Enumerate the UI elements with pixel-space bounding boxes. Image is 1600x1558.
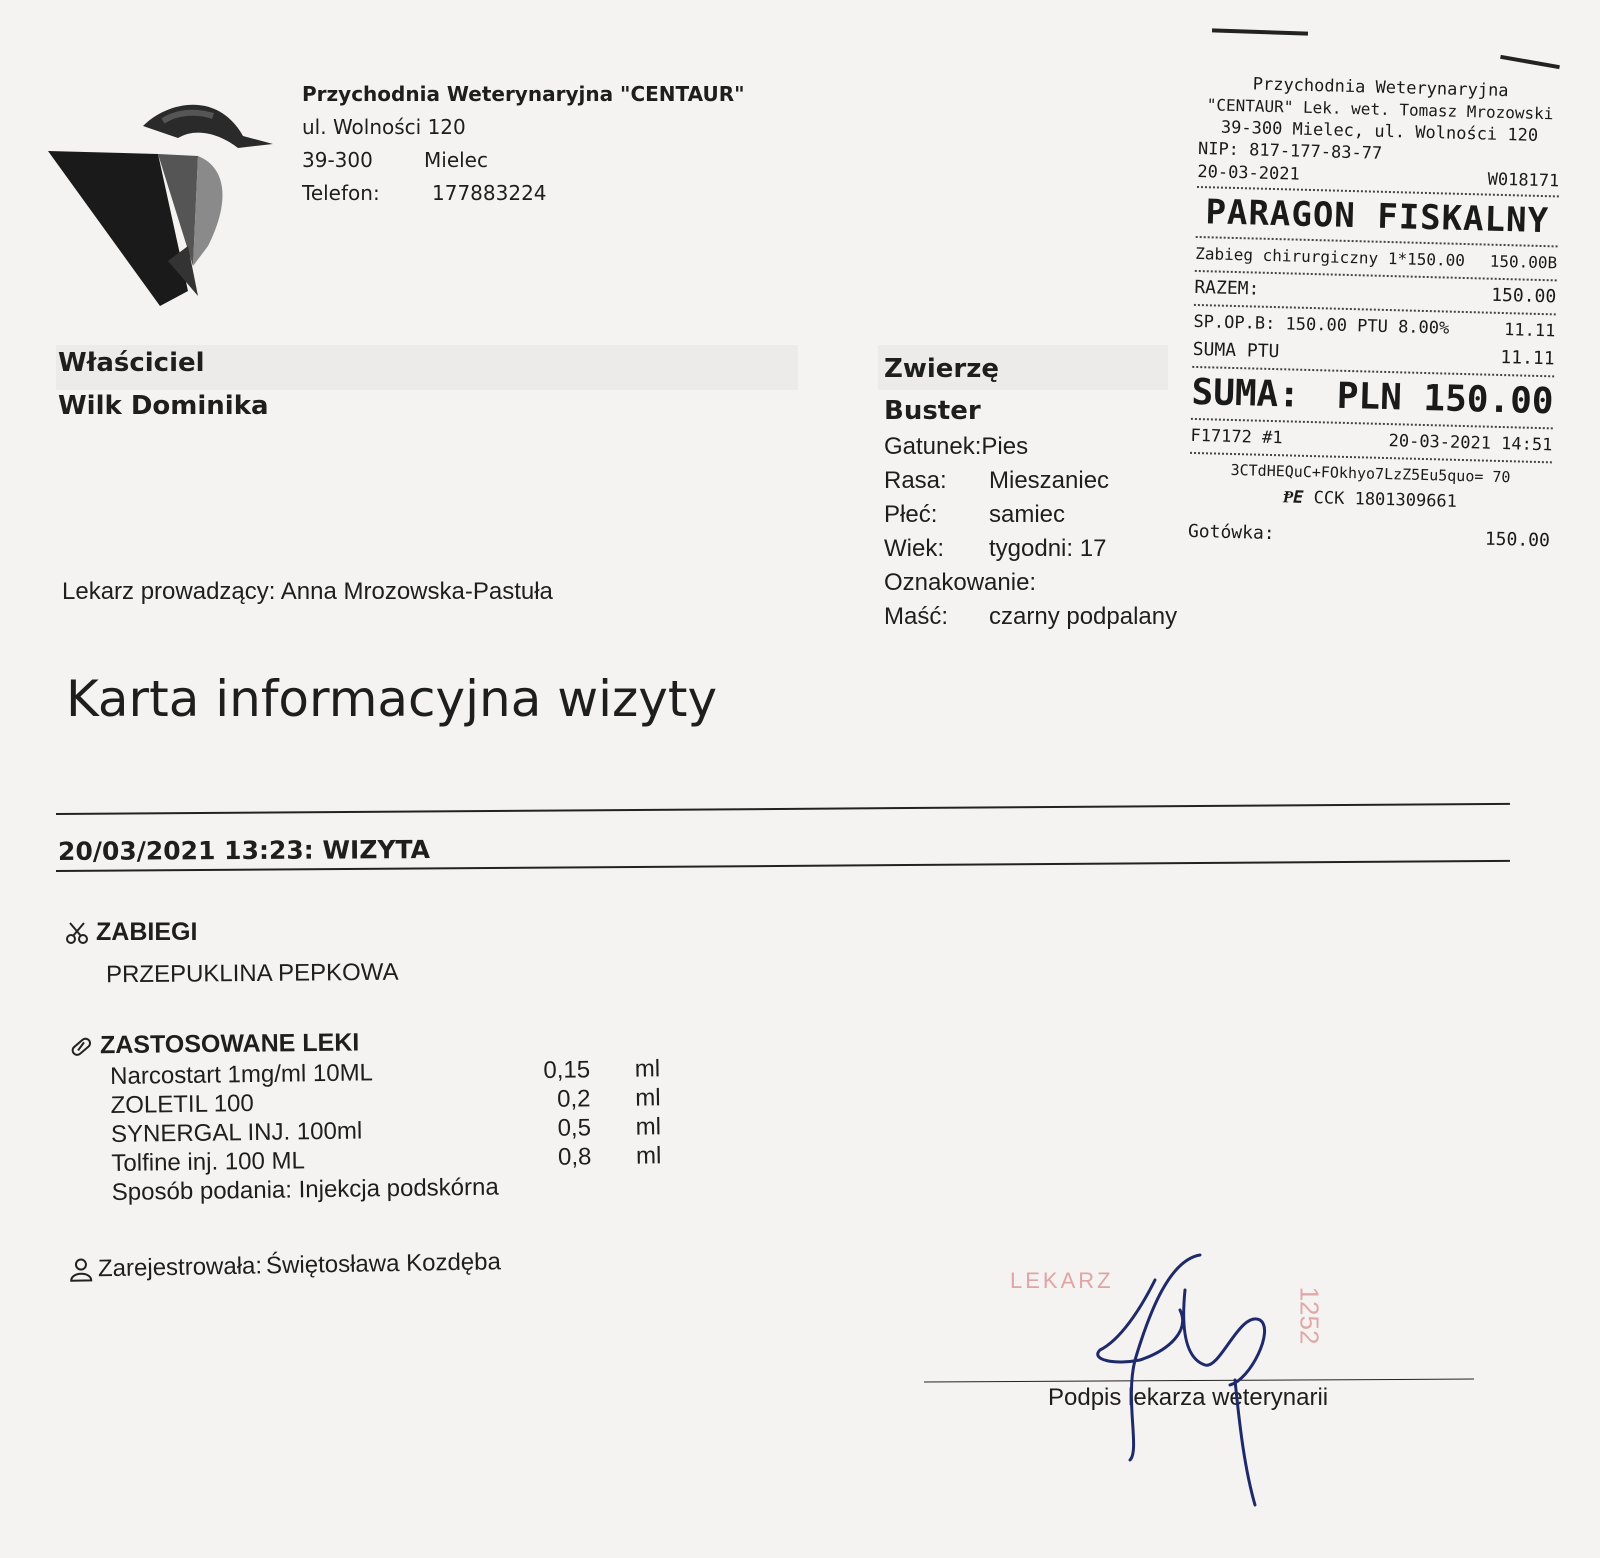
drug-name: ZOLETIL 100 [110,1089,254,1119]
receipt-number: W018171 [1487,169,1560,192]
procedures-label: ZABIEGI [96,918,198,946]
drug-name: SYNERGAL INJ. 100ml [110,1117,363,1148]
receipt-top-mark [1212,28,1308,35]
fiscal-logo-icon: ⱣE [1282,487,1304,508]
drugs-label: ZASTOSOWANE LEKI [99,1028,360,1060]
receipt-razem-label: RAZEM: [1194,276,1260,300]
drugs-table [110,1054,662,1207]
field-key: Rasa: [884,467,947,494]
drug-unit: ml [634,1055,661,1083]
receipt-cck: CCK 1801309661 [1313,488,1458,512]
animal-row-sex [884,498,1177,532]
registered-label: Zarejestrowała: [97,1252,263,1283]
field-value: Mieszaniec [989,467,1110,494]
clinic-phone-label: Telefon: [302,181,380,205]
owner-name: Wilk Dominika [58,391,269,421]
drug-qty: 0,15 [543,1056,591,1084]
field-key: Gatunek: [884,433,982,460]
receipt-date: 20-03-2021 [1197,161,1300,185]
field-value: Pies [981,433,1029,460]
stamp-text: LEKARZ [1010,1268,1114,1293]
owner-label: Właściciel [58,348,205,378]
animal-name: Buster [884,396,981,426]
drug-name: Tolfine inj. 100 ML [111,1147,306,1177]
receipt-razem-value: 150.00 [1490,284,1557,308]
doctor-signature [1060,1250,1290,1510]
drug-unit: ml [635,1142,662,1170]
receipt-header-3: 39-300 Mielec, ul. Wolności 120 [1220,117,1539,146]
clinic-phone: 177883224 [432,181,547,205]
pill-icon [68,1033,94,1059]
stamp-number: 1252 [1294,1286,1325,1345]
receipt-item-name: Zabieg chirurgiczny 1*150.00 [1195,243,1466,270]
clinic-name: Przychodnia Weterynaryjna "CENTAUR" [302,82,745,106]
field-value: tygodni: 17 [989,535,1107,562]
receipt-footer-datetime: 20-03-2021 14:51 [1388,431,1553,456]
animal-label: Zwierzę [884,354,1000,384]
animal-row-species [884,430,1177,464]
registered-by: Świętosława Kozdęba [265,1248,502,1280]
field-key: Wiek: [884,535,944,562]
clinic-street: ul. Wolności 120 [302,115,466,139]
receipt-tax-value: 11.11 [1503,320,1556,342]
procedure-item: PRZEPUKLINA PEPKOWA [105,958,399,989]
receipt-suma-ptu-value: 11.11 [1500,346,1555,370]
field-value: samiec [989,501,1066,528]
drug-qty: 0,8 [557,1143,592,1171]
receipt-tax-label: SP.OP.B: 150.00 PTU 8.00% [1193,311,1450,339]
clinic-postal-code: 39-300 [302,148,373,172]
animal-row-age [884,532,1177,566]
clinic-city: Mielec [424,148,488,172]
animal-row-breed [884,464,1177,498]
clinic-logo [48,96,278,311]
receipt-suma-ptu-label: SUMA PTU [1192,338,1280,363]
receipt-nip: NIP: 817-177-83-77 [1197,138,1383,164]
receipt-footer-id: F17172 #1 [1190,425,1283,449]
drug-route: Sposób podania: Injekcja podskórna [111,1173,499,1206]
drug-qty: 0,2 [557,1085,591,1113]
receipt-cash-label: Gotówka: [1187,520,1275,545]
rule-top [56,803,1510,815]
visit-header: 20/03/2021 13:23: WIZYTA [57,835,431,866]
receipt-title: PARAGON FISKALNY [1205,192,1550,242]
drug-qty: 0,5 [557,1114,592,1142]
receipt-hash: 3CTdHEQuC+FOkhyo7LzZ5Eu5quo= 70 [1230,460,1511,487]
user-icon [68,1256,94,1282]
drug-unit: ml [635,1113,662,1141]
drug-unit: ml [635,1084,661,1112]
receipt-header-2: "CENTAUR" Lek. wet. Tomasz Mrozowski [1206,95,1554,124]
receipt-cash-value: 150.00 [1484,528,1551,552]
scissors-icon [64,920,90,946]
drug-name: Narcostart 1mg/ml 10ML [110,1059,374,1090]
doctor-label: Lekarz prowadzący: [62,578,276,605]
animal-row-marking [884,566,1177,600]
receipt-header-1: Przychodnia Weterynaryjna [1252,74,1509,102]
animal-details [884,430,1177,634]
field-key: Maść: [884,603,949,630]
field-key: Oznakowanie: [884,569,1037,596]
document-title: Karta informacyjna wizyty [66,670,718,728]
animal-row-color [884,600,1177,634]
receipt-corner-mark [1500,55,1560,69]
field-key: Płeć: [884,501,938,528]
receipt-suma-label: SUMA: [1191,371,1301,416]
receipt-item-total: 150.00B [1489,251,1558,273]
fiscal-receipt [1188,72,1562,555]
doctor-name: Anna Mrozowska-Pastuła [280,578,553,605]
receipt-suma-value: PLN 150.00 [1336,375,1555,423]
signature-label: Podpis lekarza weterynarii [1048,1384,1329,1411]
field-value: czarny podpalany [989,603,1178,630]
